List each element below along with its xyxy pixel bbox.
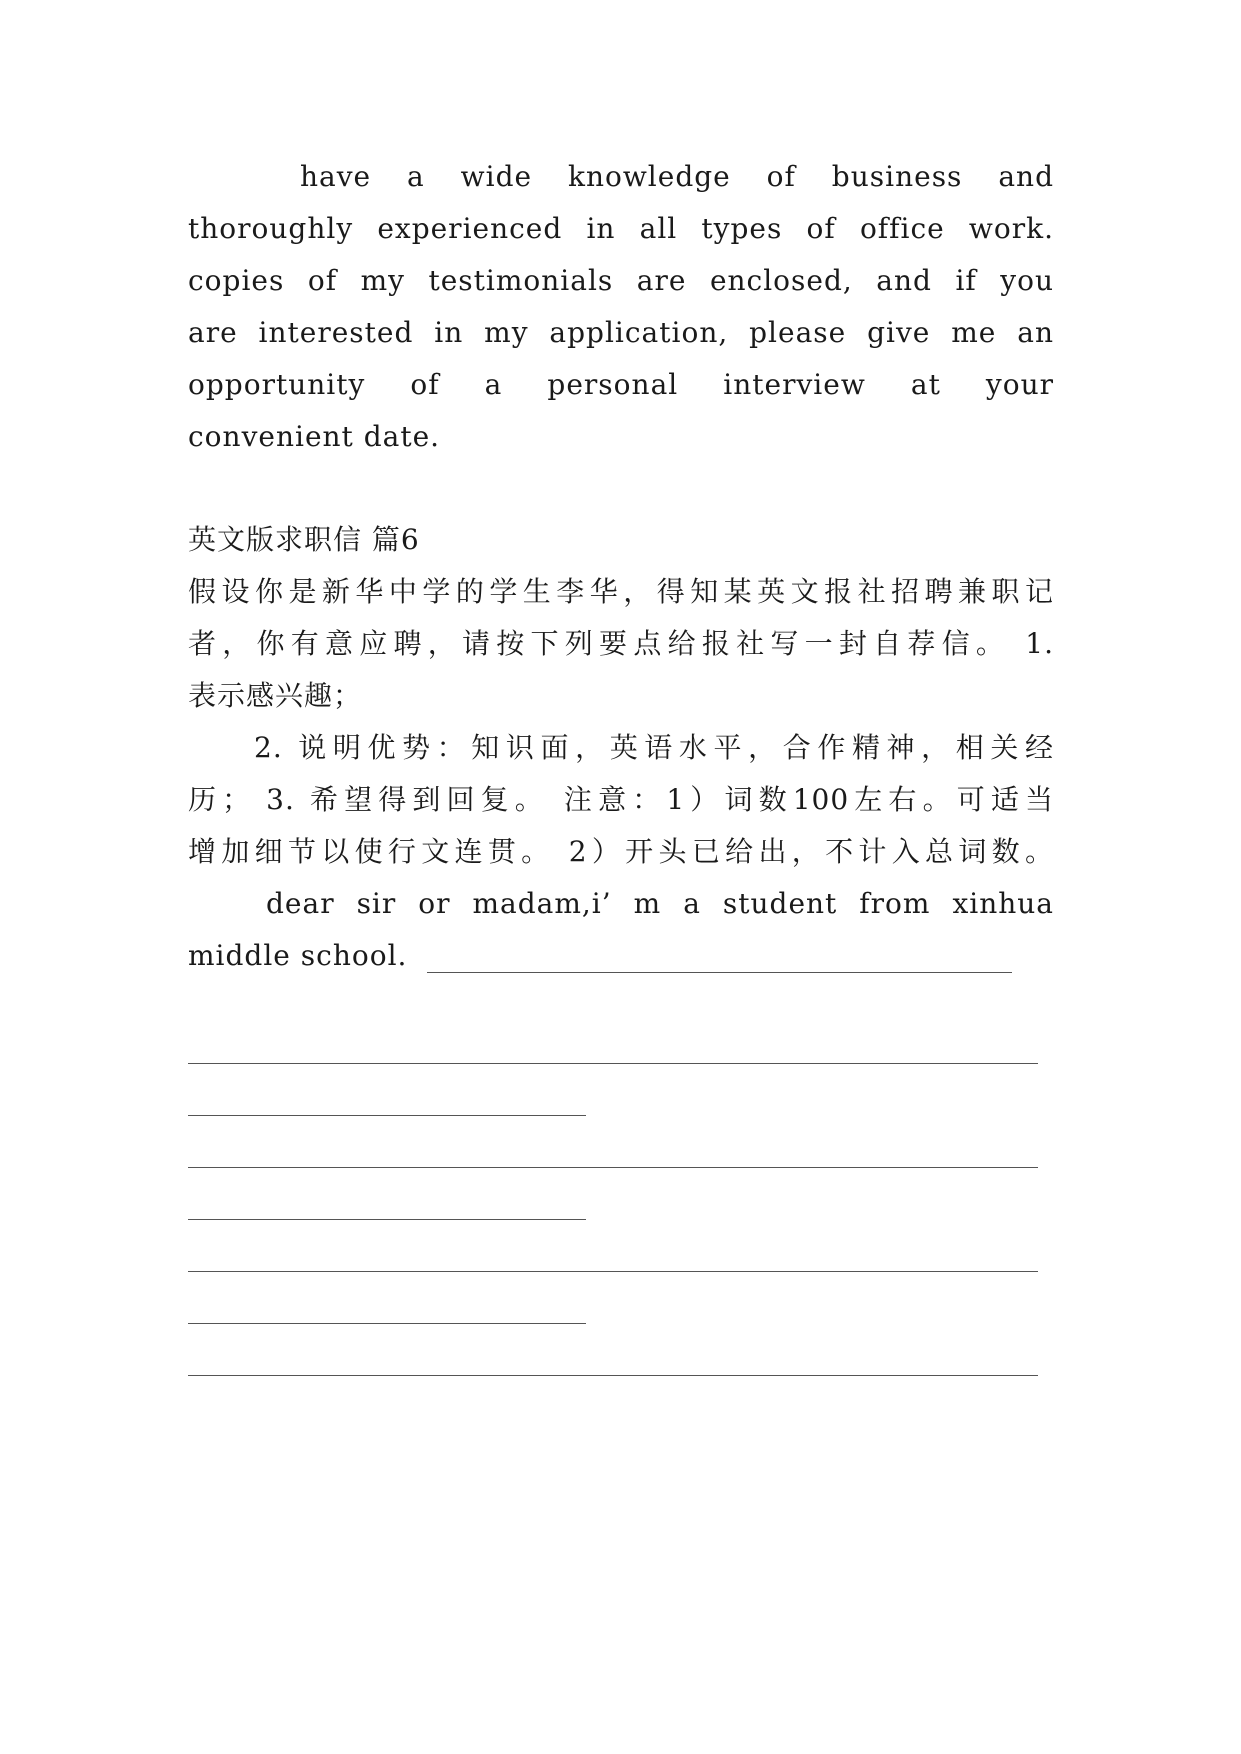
prompt-line-4: 2. 说明优势：知识面，英语水平，合作精神，相关经 [254,731,1054,764]
prompt-line-2: 者，你有意应聘，请按下列要点给报社写一封自荐信。 1. [188,627,1054,660]
answer-blank-line[interactable] [188,1063,1038,1064]
answer-blank-line[interactable] [188,1375,1038,1376]
letter-line-6: convenient date. [188,420,441,453]
letter-line-2: thoroughly experienced in all types of office work. [188,212,1054,245]
opening-line-2-text: middle school. [188,939,408,972]
letter-line-5: opportunity of a personal interview at your [188,368,1054,401]
answer-blank-line[interactable] [188,1271,1038,1272]
answer-blank-line[interactable] [188,1115,586,1116]
letter-line-1: have a wide knowledge of business and [300,160,1054,193]
prompt-line-5: 历； 3. 希望得到回复。 注意：1）词数100左右。可适当 [188,783,1054,816]
prompt-line-6: 增加细节以使行文连贯。 2）开头已给出，不计入总词数。 [188,835,1054,868]
answer-blank-line[interactable] [188,1323,586,1324]
letter-line-3: copies of my testimonials are enclosed, and if you [188,264,1054,297]
answer-blank-line[interactable] [188,1219,586,1220]
section-heading: 英文版求职信 篇6 [188,523,420,556]
prompt-line-1: 假设你是新华中学的学生李华，得知某英文报社招聘兼职记 [188,575,1054,608]
answer-blank-inline[interactable] [427,972,1012,973]
prompt-line-3: 表示感兴趣； [188,679,363,712]
answer-blank-line[interactable] [188,1167,1038,1168]
letter-line-4: are interested in my application, please give me an [188,316,1054,349]
opening-line-2 [188,936,1012,976]
opening-line-1: dear sir or madam,i’ m a student from xinhua [266,887,1054,920]
